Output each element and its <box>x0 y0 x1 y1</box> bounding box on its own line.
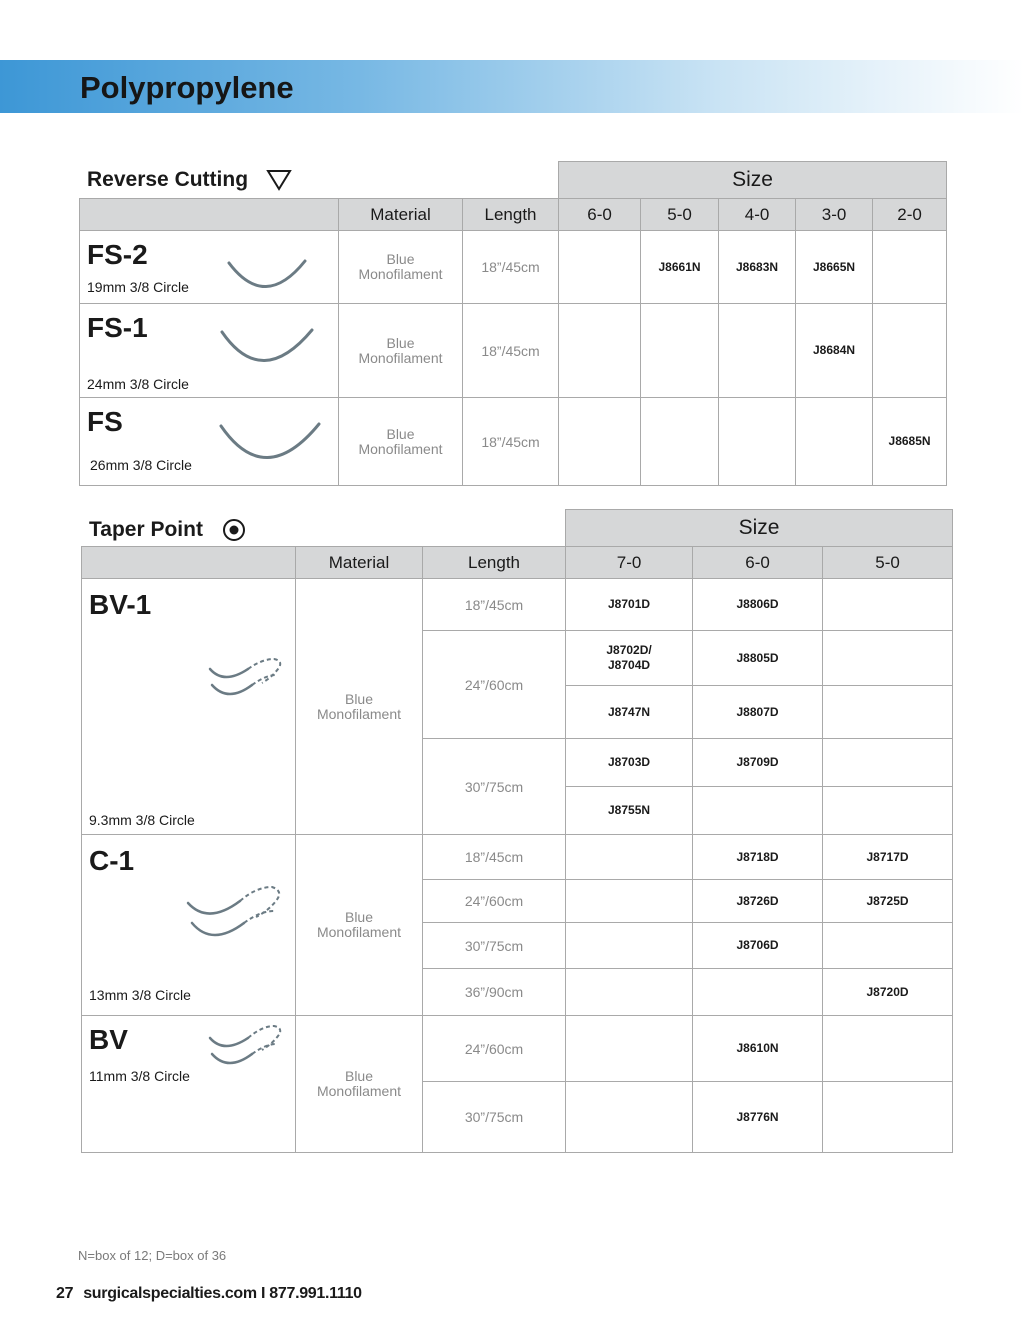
title-banner <box>0 60 1024 113</box>
curved-needle-icon <box>217 420 323 466</box>
product-code <box>823 631 953 686</box>
product-code <box>823 923 953 969</box>
product-code: J8776N <box>693 1082 823 1153</box>
product-code: J8720D <box>823 969 953 1016</box>
material-cell: Blue Monofilament <box>296 835 423 1016</box>
product-code <box>566 835 693 880</box>
product-code <box>641 398 719 486</box>
material-header: Material <box>339 199 463 231</box>
product-code <box>566 880 693 923</box>
length-cell: 18”/45cm <box>423 835 566 880</box>
curved-needle-icon <box>225 257 309 293</box>
needle-name: C-1 <box>89 845 135 876</box>
size-col-header: 4-0 <box>719 199 796 231</box>
product-code <box>559 398 641 486</box>
product-code <box>823 787 953 835</box>
reverse-cutting-table <box>79 161 947 486</box>
size-col-header: 6-0 <box>693 547 823 579</box>
size-header: Size <box>566 510 953 547</box>
size-col-header: 3-0 <box>796 199 873 231</box>
size-col-header: 7-0 <box>566 547 693 579</box>
size-header: Size <box>559 162 947 199</box>
product-code: J8805D <box>693 631 823 686</box>
product-code <box>566 969 693 1016</box>
table-row <box>80 398 947 486</box>
length-header: Length <box>463 199 559 231</box>
material-cell: Blue Monofilament <box>296 579 423 835</box>
taper-point-table <box>81 509 953 1153</box>
product-code <box>823 579 953 631</box>
material-cell: Blue Monofilament <box>339 398 463 486</box>
product-code: J8661N <box>641 231 719 304</box>
length-cell: 30”/75cm <box>423 1082 566 1153</box>
product-code: J8726D <box>693 880 823 923</box>
needle-desc: 24mm 3/8 Circle <box>87 376 189 392</box>
product-code: J8665N <box>796 231 873 304</box>
needle-cell <box>80 231 339 304</box>
needle-desc: 11mm 3/8 Circle <box>89 1068 190 1084</box>
table-row <box>82 835 953 880</box>
needle-cell <box>80 304 339 398</box>
footnote: N=box of 12; D=box of 36 <box>78 1248 227 1263</box>
product-code: J8703D <box>566 739 693 787</box>
needle-desc: 26mm 3/8 Circle <box>90 457 192 473</box>
needle-cell <box>82 835 296 1016</box>
product-code <box>823 686 953 739</box>
needle-desc: 19mm 3/8 Circle <box>87 279 189 295</box>
double-needle-icon <box>206 1022 284 1074</box>
product-code <box>641 304 719 398</box>
length-cell: 30”/75cm <box>423 923 566 969</box>
needle-cell <box>82 1016 296 1153</box>
needle-desc: 13mm 3/8 Circle <box>89 987 191 1003</box>
product-code <box>873 304 947 398</box>
product-code: J8725D <box>823 880 953 923</box>
product-code <box>823 739 953 787</box>
product-code: J8747N <box>566 686 693 739</box>
length-cell: 18”/45cm <box>463 231 559 304</box>
product-code <box>566 923 693 969</box>
product-code: J8806D <box>693 579 823 631</box>
taper-point-label: Taper Point <box>89 518 203 541</box>
product-code <box>559 304 641 398</box>
product-code: J8684N <box>796 304 873 398</box>
length-cell: 36”/90cm <box>423 969 566 1016</box>
product-code <box>566 1016 693 1082</box>
header-blank <box>80 199 339 231</box>
length-cell: 24”/60cm <box>423 1016 566 1082</box>
material-header: Material <box>296 547 423 579</box>
page-footer <box>56 1285 372 1303</box>
size-col-header: 5-0 <box>641 199 719 231</box>
needle-cell <box>82 579 296 835</box>
product-code: J8683N <box>719 231 796 304</box>
double-needle-icon <box>206 655 284 705</box>
product-code: J8717D <box>823 835 953 880</box>
size-col-header: 5-0 <box>823 547 953 579</box>
curved-needle-icon <box>218 326 316 370</box>
needle-name: BV-1 <box>89 589 152 620</box>
size-col-header: 6-0 <box>559 199 641 231</box>
table-row <box>82 1016 953 1082</box>
length-cell: 24”/60cm <box>423 631 566 739</box>
product-code: J8709D <box>693 739 823 787</box>
product-code <box>719 398 796 486</box>
product-code <box>559 231 641 304</box>
page-number: 27 <box>56 1285 74 1302</box>
product-code: J8702D/ J8704D <box>566 631 693 686</box>
needle-name: BV <box>89 1024 128 1055</box>
reverse-cutting-label: Reverse Cutting <box>87 168 249 191</box>
length-cell: 18”/45cm <box>463 304 559 398</box>
table-row <box>80 304 947 398</box>
length-cell: 30”/75cm <box>423 739 566 835</box>
table-row <box>82 579 953 631</box>
material-cell: Blue Monofilament <box>339 231 463 304</box>
product-code: J8701D <box>566 579 693 631</box>
length-cell: 18”/45cm <box>463 398 559 486</box>
needle-desc: 9.3mm 3/8 Circle <box>89 812 195 828</box>
product-code: J8718D <box>693 835 823 880</box>
needle-name: FS <box>87 406 123 437</box>
length-header: Length <box>423 547 566 579</box>
product-code <box>719 304 796 398</box>
product-code <box>566 1082 693 1153</box>
material-cell: Blue Monofilament <box>339 304 463 398</box>
product-code: J8706D <box>693 923 823 969</box>
table-row <box>80 231 947 304</box>
product-code <box>693 969 823 1016</box>
length-cell: 18”/45cm <box>423 579 566 631</box>
needle-cell <box>80 398 339 486</box>
product-code <box>823 1082 953 1153</box>
product-code <box>693 787 823 835</box>
product-code <box>823 1016 953 1082</box>
size-col-header: 2-0 <box>873 199 947 231</box>
page-title: Polypropylene <box>80 70 294 105</box>
double-needle-icon <box>184 883 284 947</box>
length-cell: 24”/60cm <box>423 880 566 923</box>
product-code: J8755N <box>566 787 693 835</box>
product-code: J8610N <box>693 1016 823 1082</box>
needle-name: FS-2 <box>87 239 148 270</box>
product-code <box>873 231 947 304</box>
product-code: J8807D <box>693 686 823 739</box>
footer-contact: surgicalspecialties.com I 877.991.1110 <box>83 1285 362 1302</box>
material-cell: Blue Monofilament <box>296 1016 423 1153</box>
needle-name: FS-1 <box>87 312 148 343</box>
product-code <box>796 398 873 486</box>
product-code: J8685N <box>873 398 947 486</box>
header-blank <box>82 547 296 579</box>
